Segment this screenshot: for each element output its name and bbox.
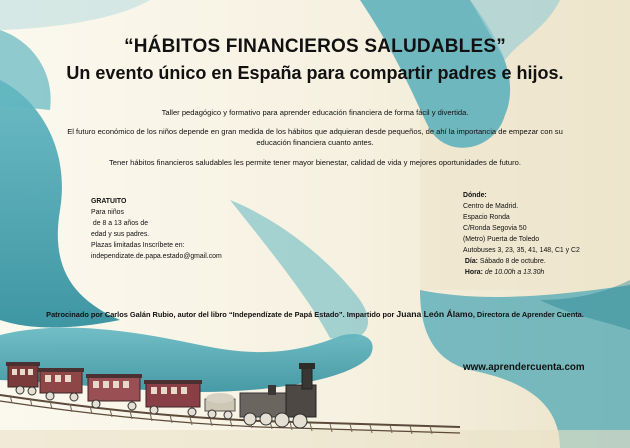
intro-paragraph-1: Taller pedagógico y formativo para aprender educación financiera de forma fácil y divertida.	[161, 108, 469, 117]
time-label: Hora:	[464, 269, 483, 276]
website-link[interactable]: www.aprendercuenta.com	[463, 362, 585, 373]
time-value: de 10.00h a 13.30h	[484, 269, 545, 276]
venue-address: C/Ronda Segovia 50	[463, 225, 527, 232]
sponsor-text-1: Patrocinado por Carlos Galán Rubio, autor del libro “Independízate de Papá Estado”. Impartido por	[46, 310, 397, 319]
intro-paragraph-3: Tener hábitos financieros saludables les permite tener mayor bienestar, calidad de vida y mejores oportunidades de futuro.	[109, 158, 521, 167]
event-subtitle: Un evento único en España para compartir padres e hijos.	[66, 63, 564, 83]
venue-buses: Autobuses 3, 23, 35, 41, 148, C1 y C2	[463, 247, 580, 254]
sponsor-line	[0, 309, 630, 319]
signup-line: Plazas limitadas Inscríbete en:	[91, 242, 185, 249]
intro-paragraph-2-line-2: educación financiera cuanto antes.	[256, 138, 374, 147]
venue-city: Centro de Madrid.	[463, 203, 519, 210]
venue-metro: (Metro) Puerta de Toledo	[463, 236, 540, 243]
where-heading: Dónde:	[463, 192, 487, 199]
free-heading: GRATUITO	[91, 198, 127, 205]
day-value: Sábado 8 de octubre.	[479, 258, 546, 265]
audience-line: Para niños	[91, 209, 124, 216]
location-info	[463, 190, 580, 278]
intro-paragraph-2	[20, 126, 610, 148]
registration-info	[91, 196, 222, 262]
signup-email: independizate.de.papa.estado@gmail.com	[91, 253, 222, 260]
event-day	[463, 256, 580, 267]
age-line: de 8 a 13 años de	[91, 220, 149, 227]
sponsor-text-2: , Directora de Aprender Cuenta.	[472, 310, 584, 319]
instructor-name: Juana León Álamo	[396, 309, 473, 319]
venue-name: Espacio Ronda	[463, 214, 510, 221]
intro-paragraph-2-line-1: El futuro económico de los niños depende en gran medida de los hábitos que adquieran desde pequeños, de ahí la importancia de empezar con su	[67, 127, 563, 136]
day-label: Día:	[464, 258, 478, 265]
steam-train-icon	[0, 355, 460, 448]
parents-line: edad y sus padres.	[91, 231, 150, 238]
event-time	[463, 267, 580, 278]
event-title: “HÁBITOS FINANCIEROS SALUDABLES”	[124, 36, 506, 57]
